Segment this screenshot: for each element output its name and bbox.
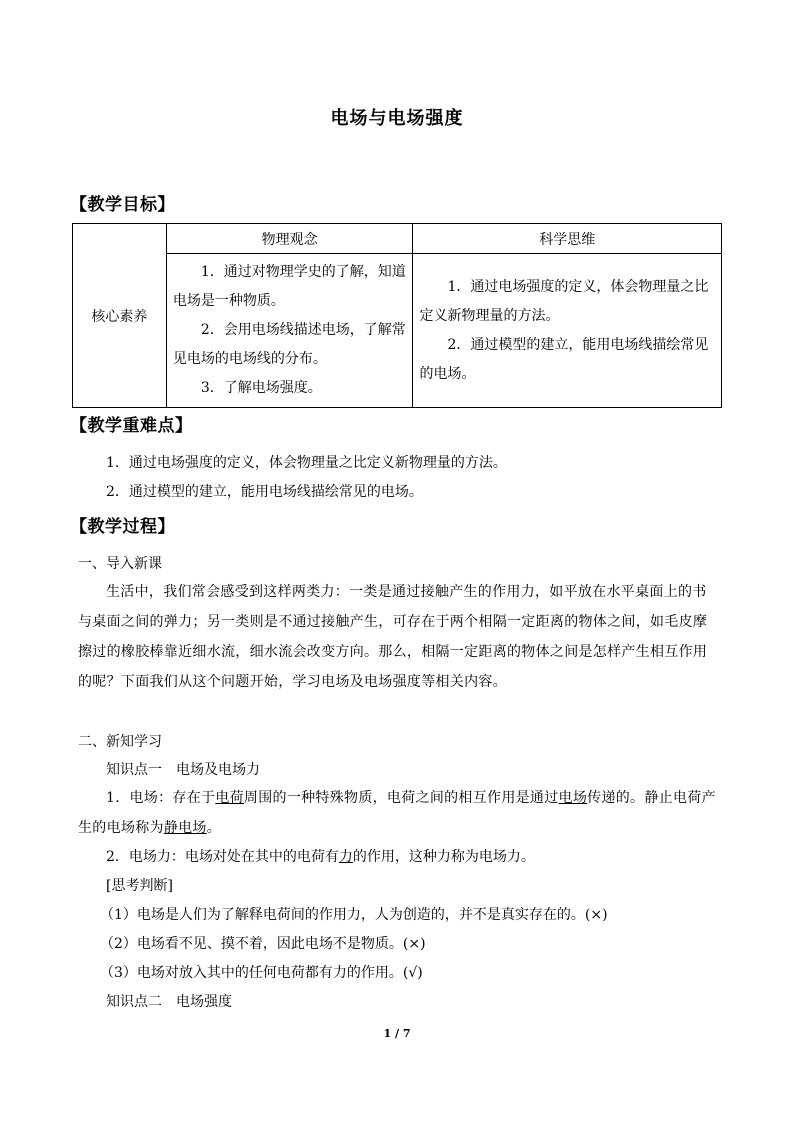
physics-item: 1．通过对物理学史的了解，知道电场是一种物质。 <box>172 264 406 309</box>
intro-paragraph: 生活中，我们常会感受到这样两类力：一类是通过接触产生的作用力，如平放在水平桌面上的书与桌面之间的弹力；另一类则是不通过接触产生，可存在于两个相隔一定距离的物体之间，如毛皮摩擦过的橡胶棒靠近细水流，细水流会改变方向。那么，相隔一定距离的物体之间是怎样产生相互作用的呢？下面我们从这个问题开始，学习电场及电场强度等相关内容。 <box>78 584 708 690</box>
section-heading-difficulties: 【教学重难点】 <box>70 416 193 436</box>
think-item: （1）电场是人们为了解释电荷间的作用力，人为创造的，并不是真实存在的。(×) <box>100 907 608 923</box>
physics-item: 3．了解电场强度。 <box>200 380 322 396</box>
underlined-term: 电荷 <box>215 790 244 806</box>
underlined-term: 电场 <box>558 790 588 806</box>
scientific-thinking-header: 科学思维 <box>413 224 722 254</box>
part-title-new-knowledge: 二、新知学习 <box>78 734 162 750</box>
difficulty-item: 2．通过模型的建立，能用电场线描绘常见的电场。 <box>106 484 423 500</box>
think-item: （3）电场对放入其中的任何电荷都有力的作用。(√) <box>100 965 423 981</box>
scientific-thinking-cell <box>413 254 722 408</box>
physics-concept-cell <box>166 254 413 408</box>
section-heading-goals: 【教学目标】 <box>70 195 175 215</box>
section-heading-process: 【教学过程】 <box>70 517 175 537</box>
science-item: 2．通过模型的建立，能用电场线描绘常见的电场。 <box>419 336 709 382</box>
knowledge-point-1-title: 知识点一 电场及电场力 <box>106 762 260 778</box>
page-number: 1 / 7 <box>383 1027 411 1040</box>
physics-concept-header: 物理观念 <box>166 224 413 254</box>
document-title: 电场与电场强度 <box>330 108 464 129</box>
underlined-term: 力 <box>338 849 353 865</box>
think-item: （2）电场看不见、摸不着，因此电场不是物质。(×) <box>100 936 426 952</box>
think-judge-title: [思考判断] <box>106 878 173 894</box>
core-literacy-cell: 核心素养 <box>73 224 167 408</box>
knowledge-item-electric-force: 2．电场力：电场对处在其中的电荷有力的作用，这种力称为电场力。 <box>106 849 535 865</box>
underlined-term: 静电场 <box>163 820 207 836</box>
difficulty-item: 1．通过电场强度的定义，体会物理量之比定义新物理量的方法。 <box>106 455 507 471</box>
knowledge-item-electric-field: 1．电场：存在于电荷周围的一种特殊物质，电荷之间的相互作用是通过电场传递的。静止电荷产生的电场称为静电场。 <box>78 790 716 836</box>
science-item: 1．通过电场强度的定义，体会物理量之比定义新物理量的方法。 <box>419 278 709 324</box>
physics-item: 2．会用电场线描述电场，了解常见电场的电场线的分布。 <box>172 322 406 367</box>
goals-table <box>72 223 722 408</box>
part-title-intro: 一、导入新课 <box>78 556 162 572</box>
knowledge-point-2-title: 知识点二 电场强度 <box>106 994 232 1010</box>
